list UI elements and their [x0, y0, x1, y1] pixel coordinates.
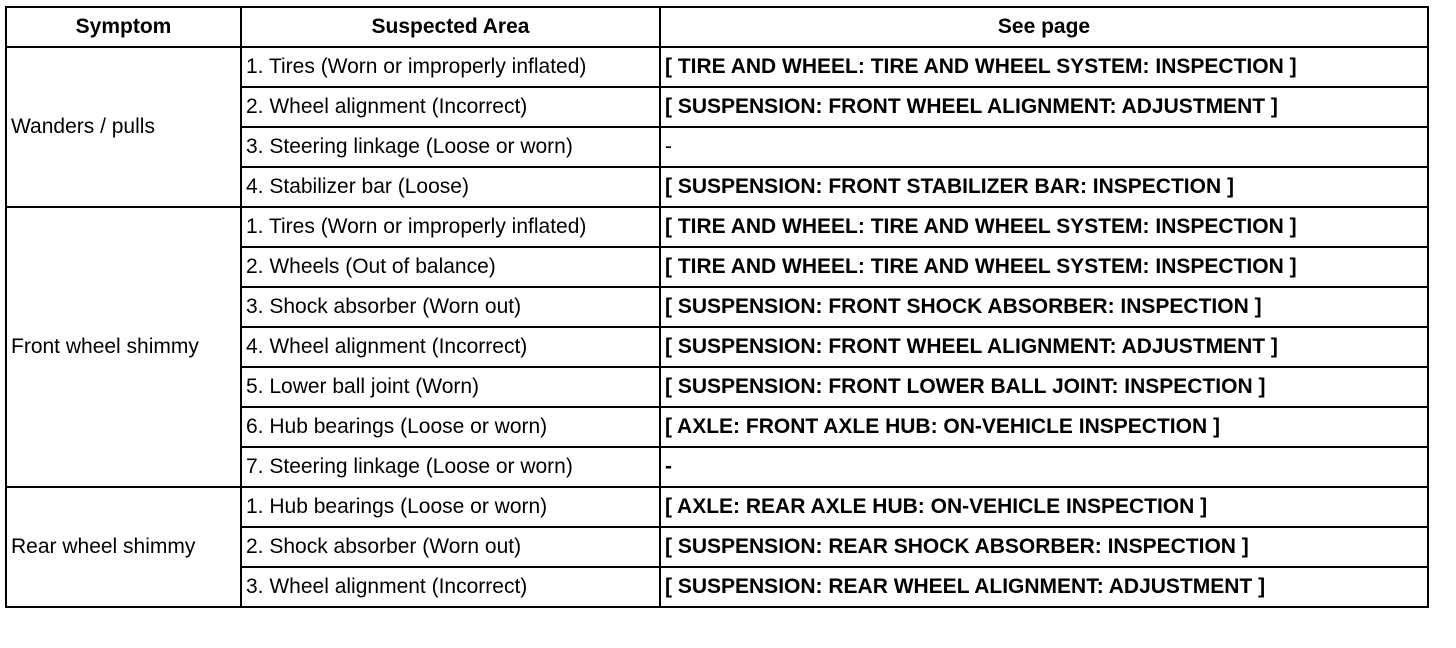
header-symptom: Symptom — [6, 7, 241, 47]
header-row — [6, 7, 1428, 47]
suspected-area-cell: 1. Tires (Worn or improperly inflated) — [241, 207, 660, 247]
see-page-cell: - — [660, 447, 1428, 487]
troubleshooting-table — [5, 6, 1429, 608]
see-page-link[interactable]: [ SUSPENSION: FRONT STABILIZER BAR: INSPECTION ] — [660, 167, 1428, 207]
suspected-area-cell: 2. Wheels (Out of balance) — [241, 247, 660, 287]
suspected-area-cell: 5. Lower ball joint (Worn) — [241, 367, 660, 407]
see-page-link[interactable]: [ SUSPENSION: FRONT WHEEL ALIGNMENT: ADJUSTMENT ] — [660, 327, 1428, 367]
see-page-link[interactable]: [ TIRE AND WHEEL: TIRE AND WHEEL SYSTEM: INSPECTION ] — [660, 247, 1428, 287]
see-page-link[interactable]: [ TIRE AND WHEEL: TIRE AND WHEEL SYSTEM: INSPECTION ] — [660, 47, 1428, 87]
suspected-area-cell: 7. Steering linkage (Loose or worn) — [241, 447, 660, 487]
see-page-link[interactable]: [ TIRE AND WHEEL: TIRE AND WHEEL SYSTEM: INSPECTION ] — [660, 207, 1428, 247]
suspected-area-cell: 3. Shock absorber (Worn out) — [241, 287, 660, 327]
see-page-link[interactable]: [ SUSPENSION: REAR WHEEL ALIGNMENT: ADJUSTMENT ] — [660, 567, 1428, 607]
suspected-area-cell: 2. Shock absorber (Worn out) — [241, 527, 660, 567]
suspected-area-cell: 3. Steering linkage (Loose or worn) — [241, 127, 660, 167]
see-page-link[interactable]: [ SUSPENSION: REAR SHOCK ABSORBER: INSPECTION ] — [660, 527, 1428, 567]
see-page-link[interactable]: [ SUSPENSION: FRONT WHEEL ALIGNMENT: ADJUSTMENT ] — [660, 87, 1428, 127]
symptom-cell: Wanders / pulls — [6, 47, 241, 207]
symptom-cell: Front wheel shimmy — [6, 207, 241, 487]
suspected-area-cell: 3. Wheel alignment (Incorrect) — [241, 567, 660, 607]
header-see-page: See page — [660, 7, 1428, 47]
suspected-area-cell: 2. Wheel alignment (Incorrect) — [241, 87, 660, 127]
suspected-area-cell: 1. Tires (Worn or improperly inflated) — [241, 47, 660, 87]
suspected-area-cell: 4. Wheel alignment (Incorrect) — [241, 327, 660, 367]
see-page-link[interactable]: [ AXLE: FRONT AXLE HUB: ON-VEHICLE INSPECTION ] — [660, 407, 1428, 447]
header-suspected-area: Suspected Area — [241, 7, 660, 47]
troubleshooting-table-wrapper — [5, 6, 1429, 608]
suspected-area-cell: 4. Stabilizer bar (Loose) — [241, 167, 660, 207]
see-page-link[interactable]: [ AXLE: REAR AXLE HUB: ON-VEHICLE INSPECTION ] — [660, 487, 1428, 527]
symptom-cell: Rear wheel shimmy — [6, 487, 241, 607]
see-page-cell: - — [660, 127, 1428, 167]
suspected-area-cell: 6. Hub bearings (Loose or worn) — [241, 407, 660, 447]
see-page-link[interactable]: [ SUSPENSION: FRONT LOWER BALL JOINT: INSPECTION ] — [660, 367, 1428, 407]
see-page-link[interactable]: [ SUSPENSION: FRONT SHOCK ABSORBER: INSPECTION ] — [660, 287, 1428, 327]
table-row — [6, 207, 1428, 247]
table-row — [6, 487, 1428, 527]
table-row — [6, 47, 1428, 87]
suspected-area-cell: 1. Hub bearings (Loose or worn) — [241, 487, 660, 527]
